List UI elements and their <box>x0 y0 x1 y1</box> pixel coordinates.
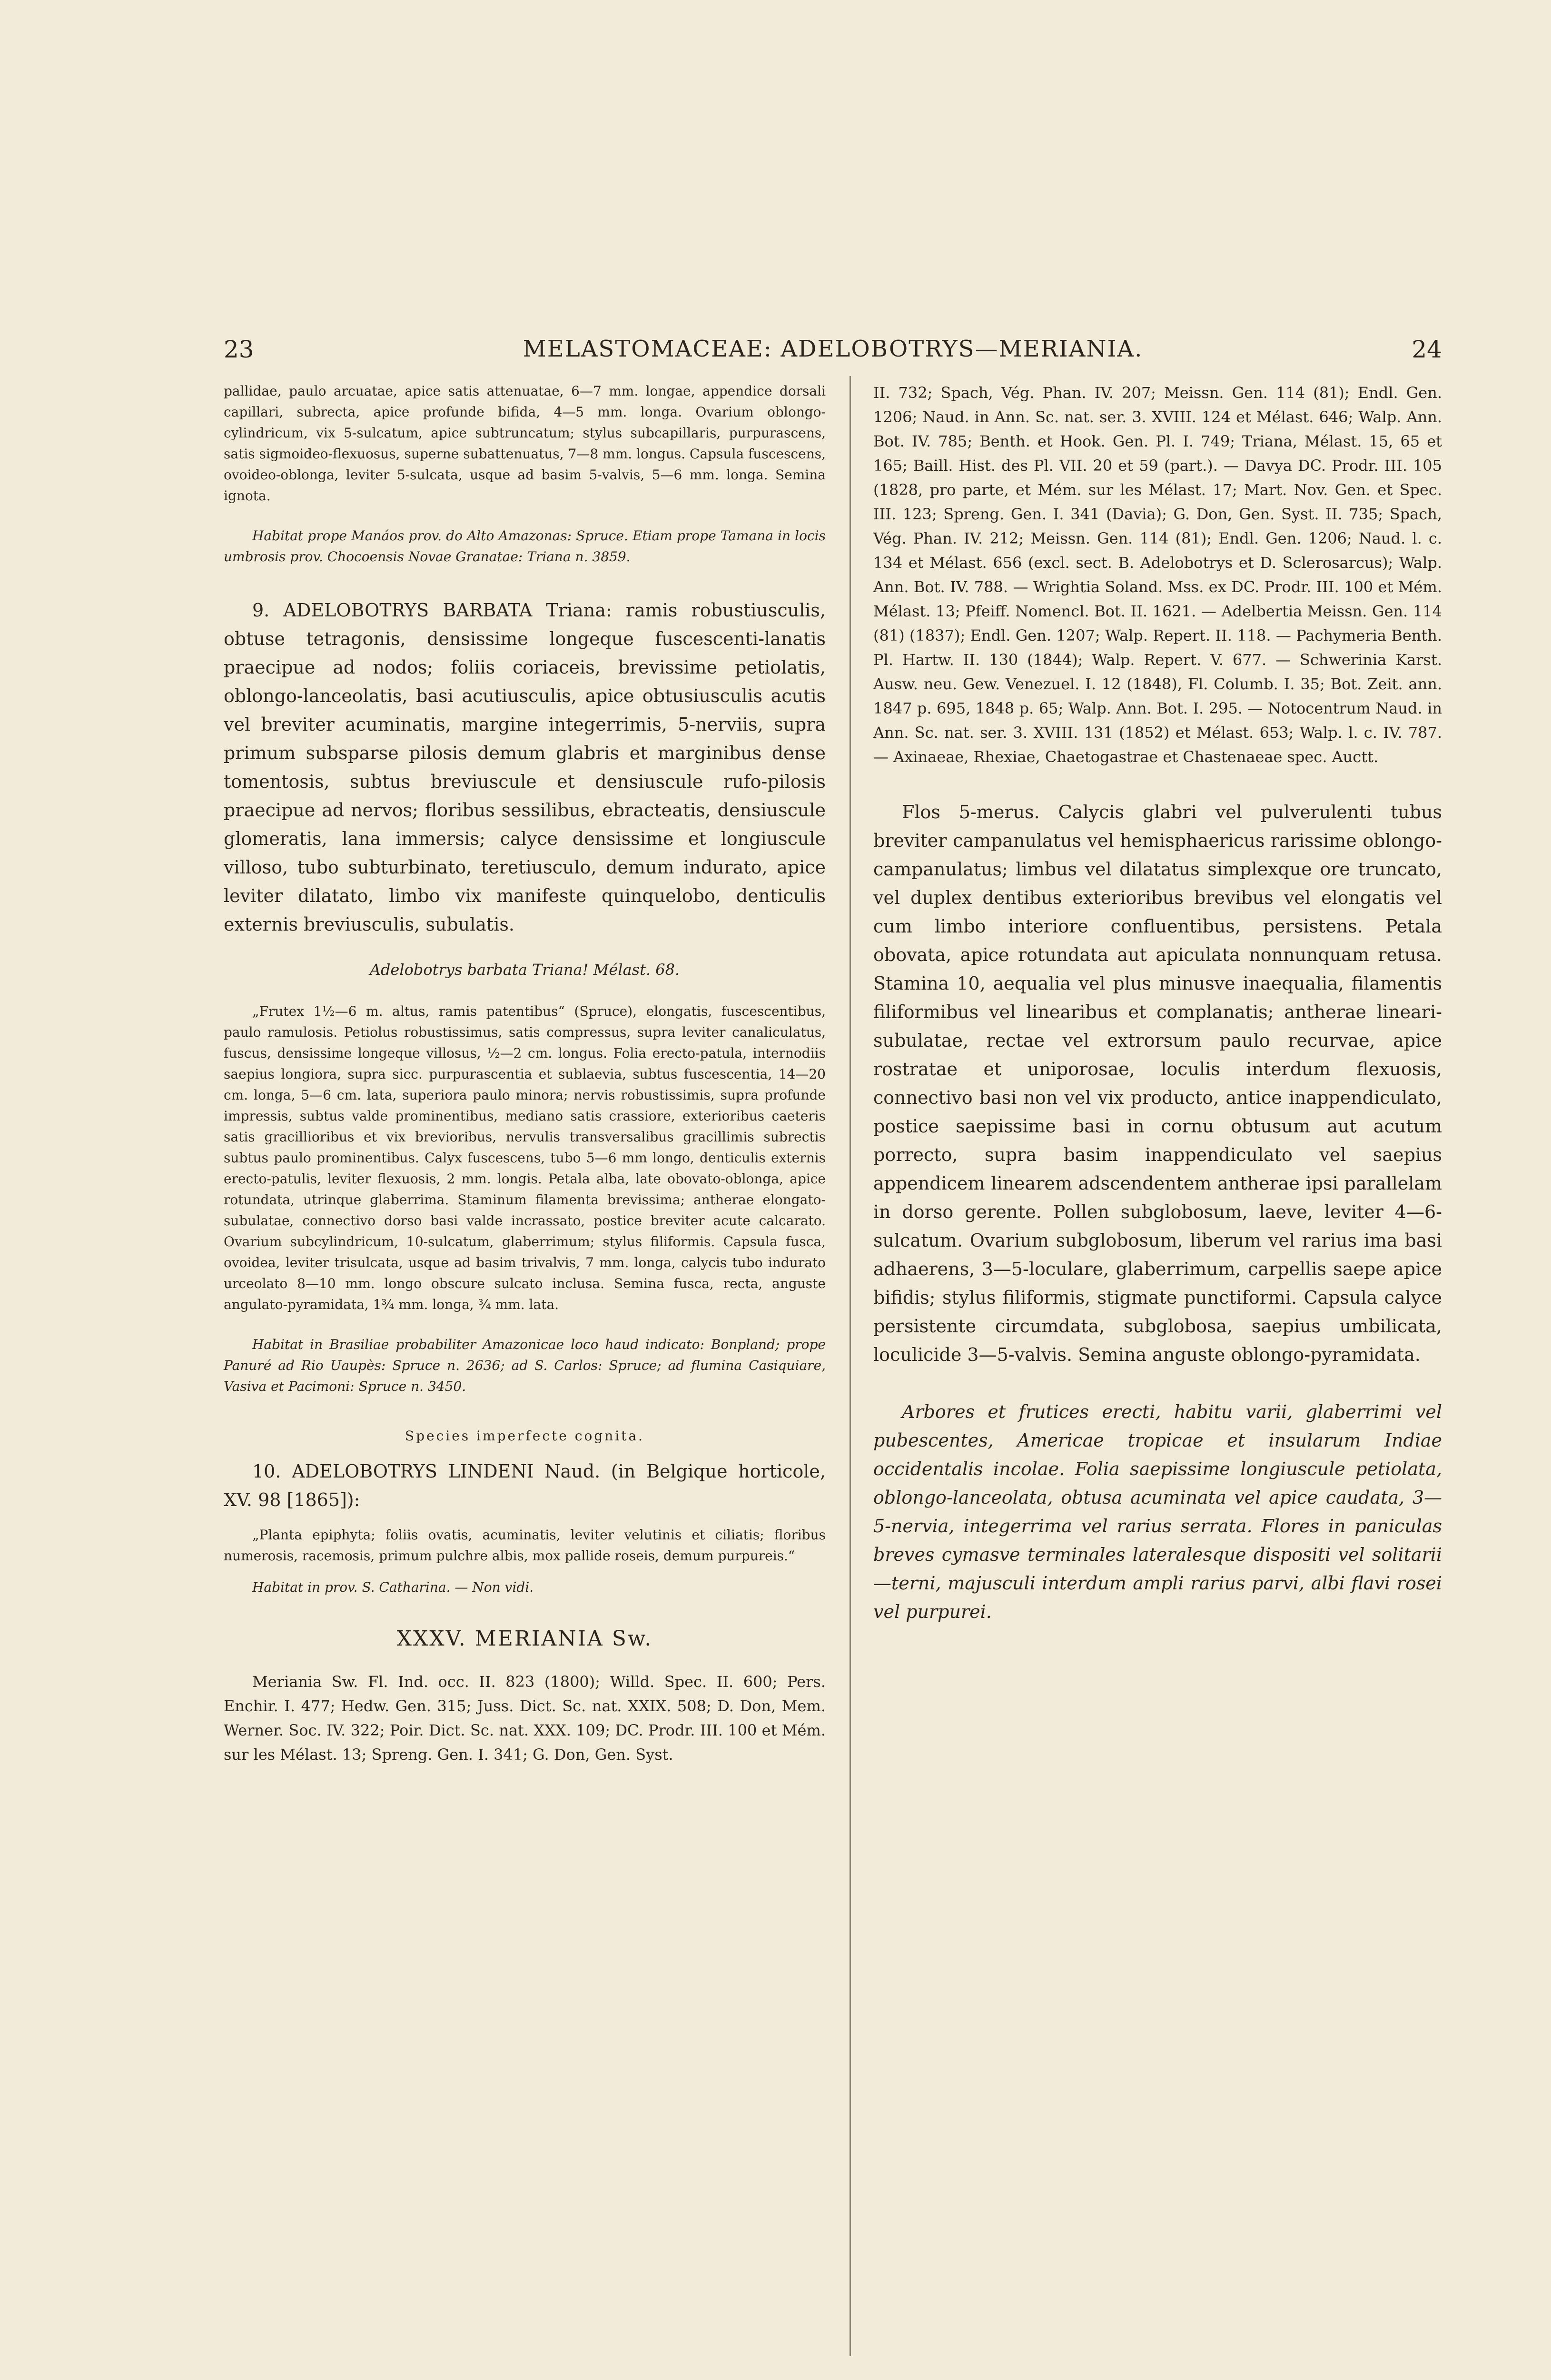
quoted-description: „Planta epiphyta; foliis ovatis, acuminatis, leviter velutinis et ciliatis; floribus numerosis, racemosis, primum pulchre albis, mox pallide roseis, demum purpureis.“ <box>224 1527 826 1564</box>
page-number-left: 23 <box>224 336 254 363</box>
right-column <box>873 381 1442 1626</box>
genus-habit-description: Arbores et frutices erecti, habitu varii, glaberrimi vel pubescentes, Americae tropicae et insularum Indiae occidentalis incolae. Folia saepissime longiuscule petiolata, oblongo-lanceolata, obtusa acuminata vel apice caudata, 3—5-nervia, integerrima vel rarius serrata. Flores in paniculas breves cymasve terminales lateralesque dispositi vel solitarii—terni, majusculi interdum ampli rarius parvi, albi flavi rosei vel purpurei. <box>873 1401 1442 1622</box>
habitat-paragraph: Habitat prope Manáos prov. do Alto Amazonas: Spruce. Etiam prope Tamana in locis umbrosis prov. Chocoensis Novae Granatae: Triana n. 3859. <box>224 528 826 565</box>
species-diagnosis: 9. ADELOBOTRYS BARBATA Triana: ramis robustiusculis, obtuse tetragonis, densissime longeque fuscescenti-lanatis praecipue ad nodos; foliis coriaceis, brevissime petiolatis, oblongo-lanceolatis, basi acutiusculis, apice obtusiusculis acutis vel breviter acuminatis, margine integerrimis, 5-nerviis, supra primum subsparse pilosis demum glabris et marginibus dense tomentosis, subtus breviuscule et densiuscule rufo-pilosis praecipue ad nervos; floribus sessilibus, ebracteatis, densiuscule glomeratis, lana immersis; calyce densissime et longiuscule villoso, tubo subturbinato, teretiusculo, demum indurato, apice leviter dilatato, limbo vix manifeste quinquelobo, denticulis externis breviusculis, subulatis. <box>224 600 826 935</box>
genus-synonymy-continued: II. 732; Spach, Vég. Phan. IV. 207; Meissn. Gen. 114 (81); Endl. Gen. 1206; Naud. in Ann. Sc. nat. ser. 3. XVIII. 124 et Mélast. 646; Walp. Ann. Bot. IV. 785; Benth. et Hook. Gen. Pl. I. 749; Triana, Mélast. 15, 65 et 165; Baill. Hist. des Pl. VII. 20 et 59 (part.). — Davya DC. Prodr. III. 105 (1828, pro parte, et Mém. sur les Mélast. 17; Mart. Nov. Gen. et Spec. III. 123; Spreng. Gen. I. 341 (Davia); G. Don, Gen. Syst. II. 735; Spach, Vég. Phan. IV. 212; Meissn. Gen. 114 (81); Endl. Gen. 1206; Naud. l. c. 134 et Mélast. 656 (excl. sect. B. Adelobotrys et D. Sclerosarcus); Walp. Ann. Bot. IV. 788. — Wrightia Soland. Mss. ex DC. Prodr. III. 100 et Mém. Mélast. 13; Pfeiff. Nomencl. Bot. II. 1621. — Adelbertia Meissn. Gen. 114 (81) (1837); Endl. Gen. 1207; Walp. Repert. II. 118. — Pachymeria Benth. Pl. Hartw. II. 130 (1844); Walp. Repert. V. 677. — Schwerinia Karst. Ausw. neu. Gew. Venezuel. I. 12 (1848), Fl. Columb. I. 35; Bot. Zeit. ann. 1847 p. 695, 1848 p. 65; Walp. Ann. Bot. I. 295. — Notocentrum Naud. in Ann. Sc. nat. ser. 3. XVIII. 131 (1852) et Mélast. 653; Walp. l. c. IV. 787. — Axinaeae, Rhexiae, Chaetogastrae et Chastenaeae spec. Auctt. <box>873 384 1442 766</box>
column-divider <box>850 376 851 2356</box>
synonym-citation: Adelobotrys barbata Triana! Mélast. 68. <box>369 961 680 979</box>
genus-flower-description: Flos 5-merus. Calycis glabri vel pulverulenti tubus breviter campanulatus vel hemisphaericus rarissime oblongo-campanulatus; limbus vel dilatatus simplexque ore truncato, vel duplex dentibus exterioribus brevibus vel elongatis vel cum limbo interiore confluentibus, persistens. Petala obovata, apice rotundata aut apiculata nonnunquam retusa. Stamina 10, aequalia vel plus minusve inaequalia, filamentis filiformibus vel linearibus et complanatis; antherae lineari-subulatae, rectae vel extrorsum paulo recurvae, apice rostratae et uniporosae, loculis interdum flexuosis, connectivo basi non vel vix producto, antice inappendiculato, postice saepissime basi in cornu obtusum aut acutum porrecto, supra basim inappendiculato vel saepius appendicem linearem adscendentem antherae ipsi parallelam in dorso gerente. Pollen subglobosum, laeve, leviter 4—6-sulcatum. Ovarium subglobosum, liberum vel rarius ima basi adhaerens, 3—5-loculare, glaberrimum, carpellis saepe apice bifidis; stylus filiformis, stigmate punctiformi. Capsula calyce persistente circumdata, subglobosa, saepius umbilicata, loculicide 3—5-valvis. Semina anguste oblongo-pyramidata. <box>873 802 1442 1365</box>
left-column <box>224 381 826 1767</box>
page-number-right: 24 <box>1412 336 1442 363</box>
species-heading: 10. ADELOBOTRYS LINDENI Naud. (in Belgique horticole, XV. 98 [1865]): <box>224 1461 826 1510</box>
species-description: „Frutex 1½—6 m. altus, ramis patentibus“ (Spruce), elongatis, fuscescentibus, paulo ramulosis. Petiolus robustissimus, satis compressus, supra leviter canaliculatus, fuscus, densissime longeque villosus, ½—2 cm. longus. Folia erecto-patula, internodiis saepius longiora, supra sicc. purpurascentia et sublaevia, subtus fuscescentia, 14—20 cm. longa, 5—6 cm. lata, superiora paulo minora; nervis robustissimis, supra profunde impressis, subtus valde prominentibus, mediano satis crassiore, exterioribus caeteris satis gracillioribus et vix brevioribus, nervulis transversalibus gracillimis subrectis subtus paulo prominentibus. Calyx fuscescens, tubo 5—6 mm longo, denticulis externis erecto-patulis, leviter flexuosis, 2 mm. longis. Petala alba, late obovato-oblonga, apice rotundata, utrinque glaberrima. Staminum filamenta brevissima; antherae elongato-subulatae, connectivo dorso basi valde incrassato, postice breviter acute calcarato. Ovarium subcylindricum, 10-sulcatum, glaberrimum; stylus filiformis. Capsula fusca, ovoidea, leviter trisulcata, usque ad basim trivalvis, 7 mm. longa, calycis tubo indurato urceolato 8—10 mm. longo obscure sulcato inclusa. Semina fusca, recta, anguste angulato-pyramidata, 1¾ mm. longa, ¾ mm. lata. <box>224 1003 826 1312</box>
genus-synonymy: Meriania Sw. Fl. Ind. occ. II. 823 (1800); Willd. Spec. II. 600; Pers. Enchir. I. 477; Hedw. Gen. 315; Juss. Dict. Sc. nat. XXIX. 508; D. Don, Mem. Werner. Soc. IV. 322; Poir. Dict. Sc. nat. XXX. 109; DC. Prodr. III. 100 et Mém. sur les Mélast. 13; Spreng. Gen. I. 341; G. Don, Gen. Syst. <box>224 1673 826 1764</box>
section-label: Species imperfecte cognita. <box>405 1428 645 1444</box>
running-header <box>224 336 1442 369</box>
habitat-paragraph: Habitat in Brasiliae probabiliter Amazonicae loco haud indicato: Bonpland; prope Panuré ad Rio Uaupès: Spruce n. 2636; ad S. Carlos: Spruce; ad flumina Casiquiare, Vasiva et Pacimoni: Spruce n. 3450. <box>224 1337 826 1394</box>
habitat-paragraph: Habitat in prov. S. Catharina. — Non vidi. <box>252 1579 534 1595</box>
running-title: MELASTOMACEAE: ADELOBOTRYS—MERIANIA. <box>523 336 1143 362</box>
description-continued: pallidae, paulo arcuatae, apice satis attenuatae, 6—7 mm. longae, appendice dorsali capillari, subrecta, apice profunde bifida, 4—5 mm. longa. Ovarium oblongo-cylindricum, vix 5-sulcatum, apice subtruncatum; stylus subcapillaris, purpurascens, satis sigmoideo-flexuosus, superne subattenuatus, 7—8 mm. longus. Capsula fuscescens, ovoideo-oblonga, leviter 5-sulcata, usque ad basim 5-valvis, 5—6 mm. longa. Semina ignota. <box>224 383 826 504</box>
genus-heading: XXXV. MERIANIA Sw. <box>396 1626 653 1651</box>
